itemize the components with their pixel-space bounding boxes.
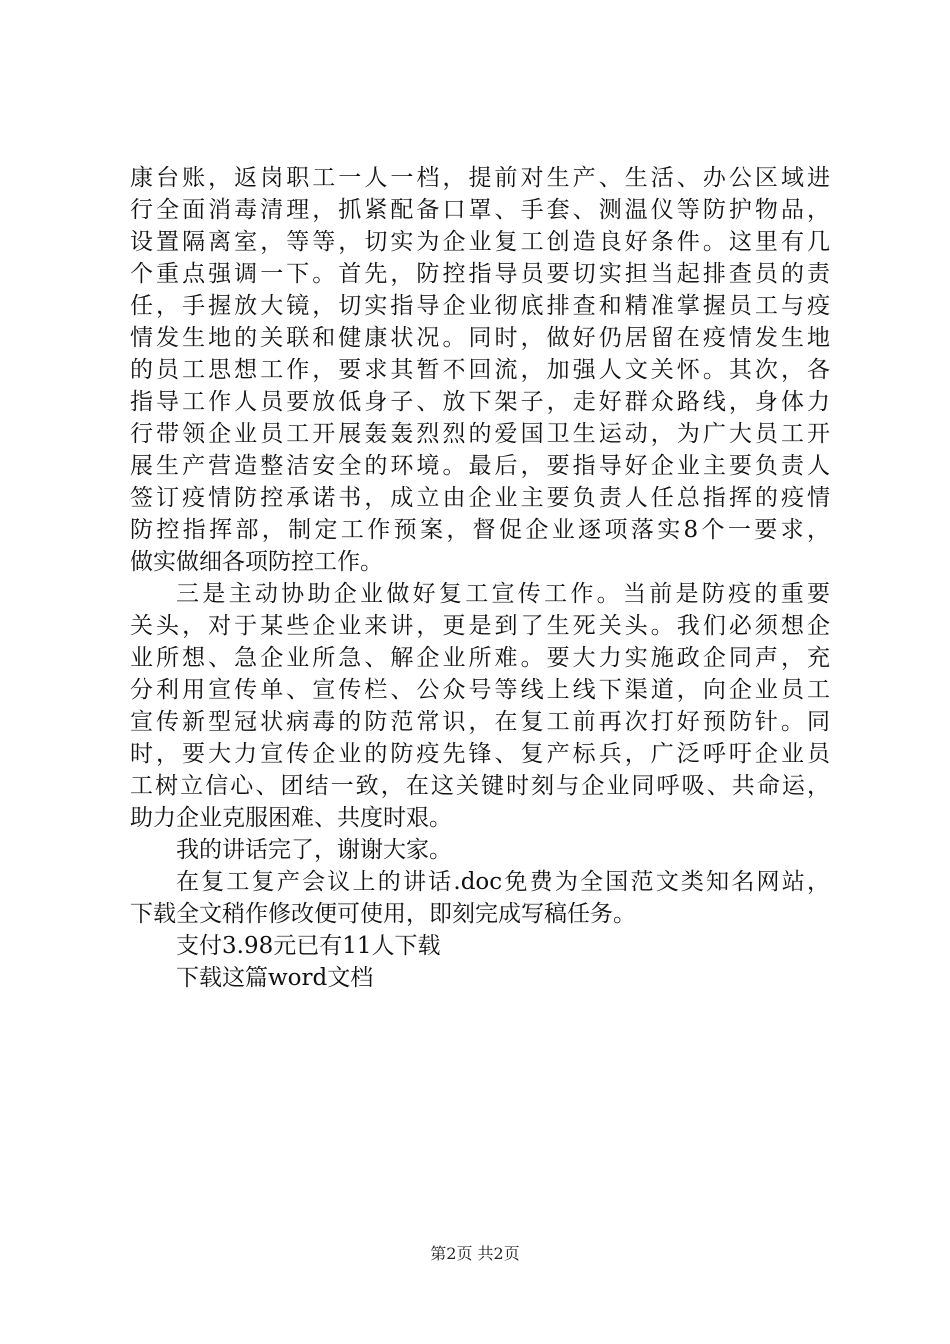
text-line: 设置隔离室，等等，切实为企业复工创造良好条件。这里有几 <box>130 229 830 255</box>
text-line: 指导工作人员要放低身子、放下架子，走好群众路线，身体力 <box>130 389 830 415</box>
download-link[interactable]: 下载这篇word文档 <box>176 965 374 991</box>
text-line: 的员工思想工作，要求其暂不回流，加强人文关怀。其次，各 <box>130 357 830 383</box>
document-body <box>130 162 830 994</box>
text-line: 分利用宣传单、宣传栏、公众号等线上线下渠道，向企业员工 <box>130 677 830 703</box>
text-line: 签订疫情防控承诺书，成立由企业主要负责人任总指挥的疫情 <box>130 485 830 511</box>
text-line: 个重点强调一下。首先，防控指导员要切实担当起排查员的责 <box>130 261 830 287</box>
text-line: 在复工复产会议上的讲话.doc免费为全国范文类知名网站， <box>176 869 830 895</box>
text-line: 情发生地的关联和健康状况。同时，做好仍居留在疫情发生地 <box>130 325 830 351</box>
text-line: 任，手握放大镜，切实指导企业彻底排查和精准掌握员工与疫 <box>130 293 830 319</box>
text-line: 时，要大力宣传企业的防疫先锋、复产标兵，广泛呼吁企业员 <box>130 741 830 767</box>
text-line: 关头，对于某些企业来讲，更是到了生死关头。我们必须想企 <box>130 613 830 639</box>
text-line: 展生产营造整洁安全的环境。最后，要指导好企业主要负责人 <box>130 453 830 479</box>
text-line: 工树立信心、团结一致，在这关键时刻与企业同呼吸、共命运， <box>130 773 830 799</box>
text-line: 防控指挥部，制定工作预案，督促企业逐项落实8个一要求， <box>130 517 830 543</box>
text-line: 我的讲话完了，谢谢大家。 <box>176 837 452 863</box>
text-line: 行带领企业员工开展轰轰烈烈的爱国卫生运动，为广大员工开 <box>130 421 830 447</box>
text-line: 下载全文稍作修改便可使用，即刻完成写稿任务。 <box>130 901 636 927</box>
page-footer: 第2页 共2页 <box>430 1244 520 1263</box>
text-line: 行全面消毒清理，抓紧配备口罩、手套、测温仪等防护物品， <box>130 197 830 223</box>
text-line: 助力企业克服困难、共度时艰。 <box>130 805 452 831</box>
text-line: 宣传新型冠状病毒的防范常识，在复工前再次打好预防针。同 <box>130 709 830 735</box>
text-line: 三是主动协助企业做好复工宣传工作。当前是防疫的重要 <box>176 581 830 607</box>
download-count-text: 支付3.98元已有11人下载 <box>176 933 441 959</box>
text-line: 做实做细各项防控工作。 <box>130 549 383 575</box>
text-line: 业所想、急企业所急、解企业所难。要大力实施政企同声，充 <box>130 645 830 671</box>
text-line: 康台账，返岗职工一人一档，提前对生产、生活、办公区域进 <box>130 165 830 191</box>
